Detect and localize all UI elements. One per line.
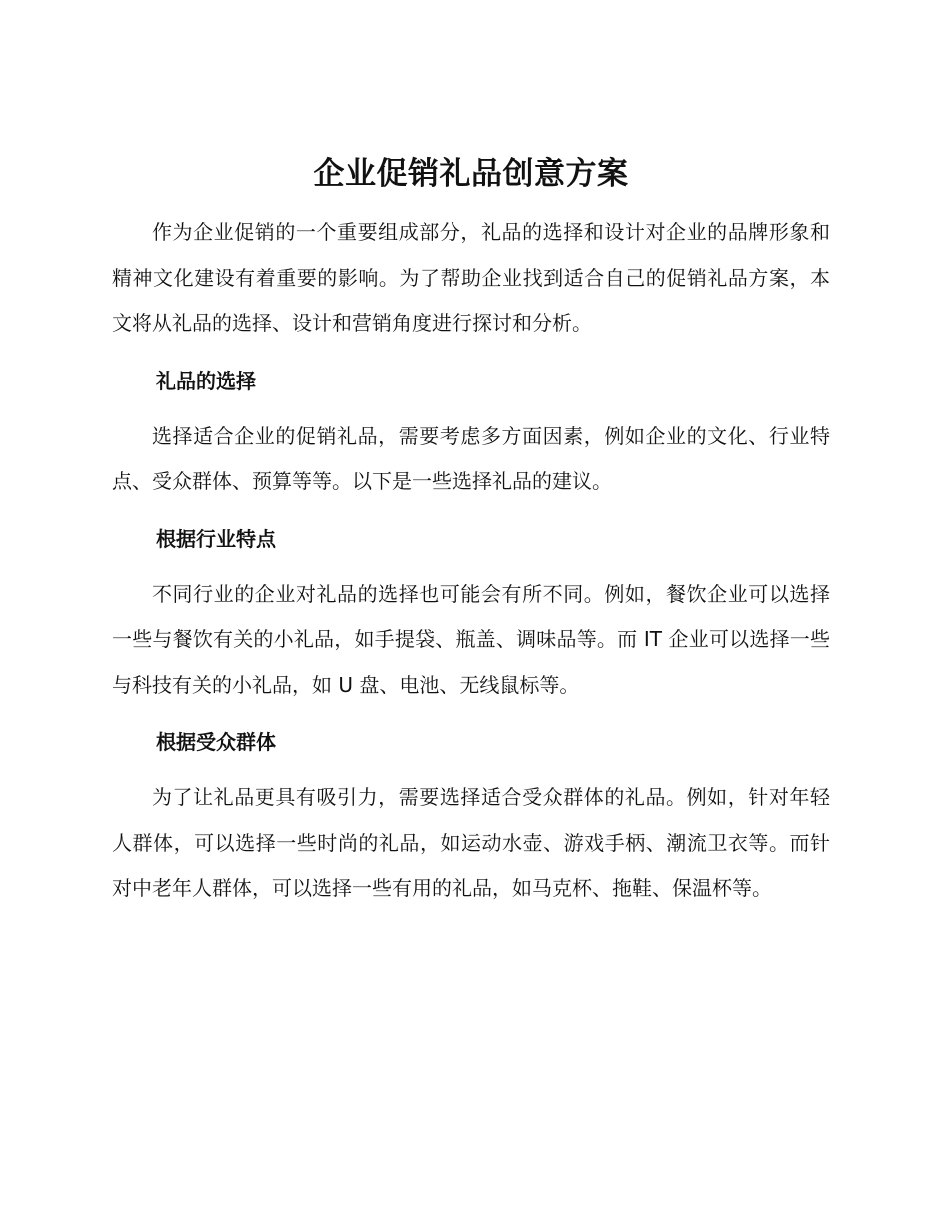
section-paragraph-gift-selection: 选择适合企业的促销礼品，需要考虑多方面因素，例如企业的文化、行业特点、受众群体、预算等等。以下是一些选择礼品的建议。	[112, 423, 830, 493]
spacer	[112, 404, 830, 414]
page-title: 企业促销礼品创意方案	[313, 156, 629, 192]
spacer	[112, 708, 830, 720]
section-paragraph-audience: 为了让礼品更具有吸引力，需要选择适合受众群体的礼品。例如，针对年轻人群体，可以选择一些时尚的礼品，如运动水壶、游戏手柄、潮流卫衣等。而针对中老年人群体，可以选择一些有用的礼品，如马克杯、拖鞋、保温杯等。	[112, 785, 830, 900]
section-heading-industry: 根据行业特点	[156, 526, 276, 551]
intro-paragraph: 作为企业促销的一个重要组成部分，礼品的选择和设计对企业的品牌形象和精神文化建设有着重要的影响。为了帮助企业找到适合自己的促销礼品方案，本文将从礼品的选择、设计和营销角度进行探讨和分析。	[112, 220, 830, 335]
spacer	[112, 562, 830, 572]
section-paragraph-industry: 不同行业的企业对礼品的选择也可能会有所不同。例如，餐饮企业可以选择一些与餐饮有关的小礼品，如手提袋、瓶盖、调味品等。而 IT 企业可以选择一些与科技有关的小礼品，如 U 盘、电池、无线鼠标等。	[112, 581, 830, 697]
section-heading-gift-selection: 礼品的选择	[156, 368, 256, 393]
section-heading-audience: 根据受众群体	[156, 730, 276, 754]
spacer	[112, 505, 830, 517]
spacer	[112, 347, 830, 359]
document-content	[112, 148, 830, 912]
spacer	[112, 765, 830, 775]
